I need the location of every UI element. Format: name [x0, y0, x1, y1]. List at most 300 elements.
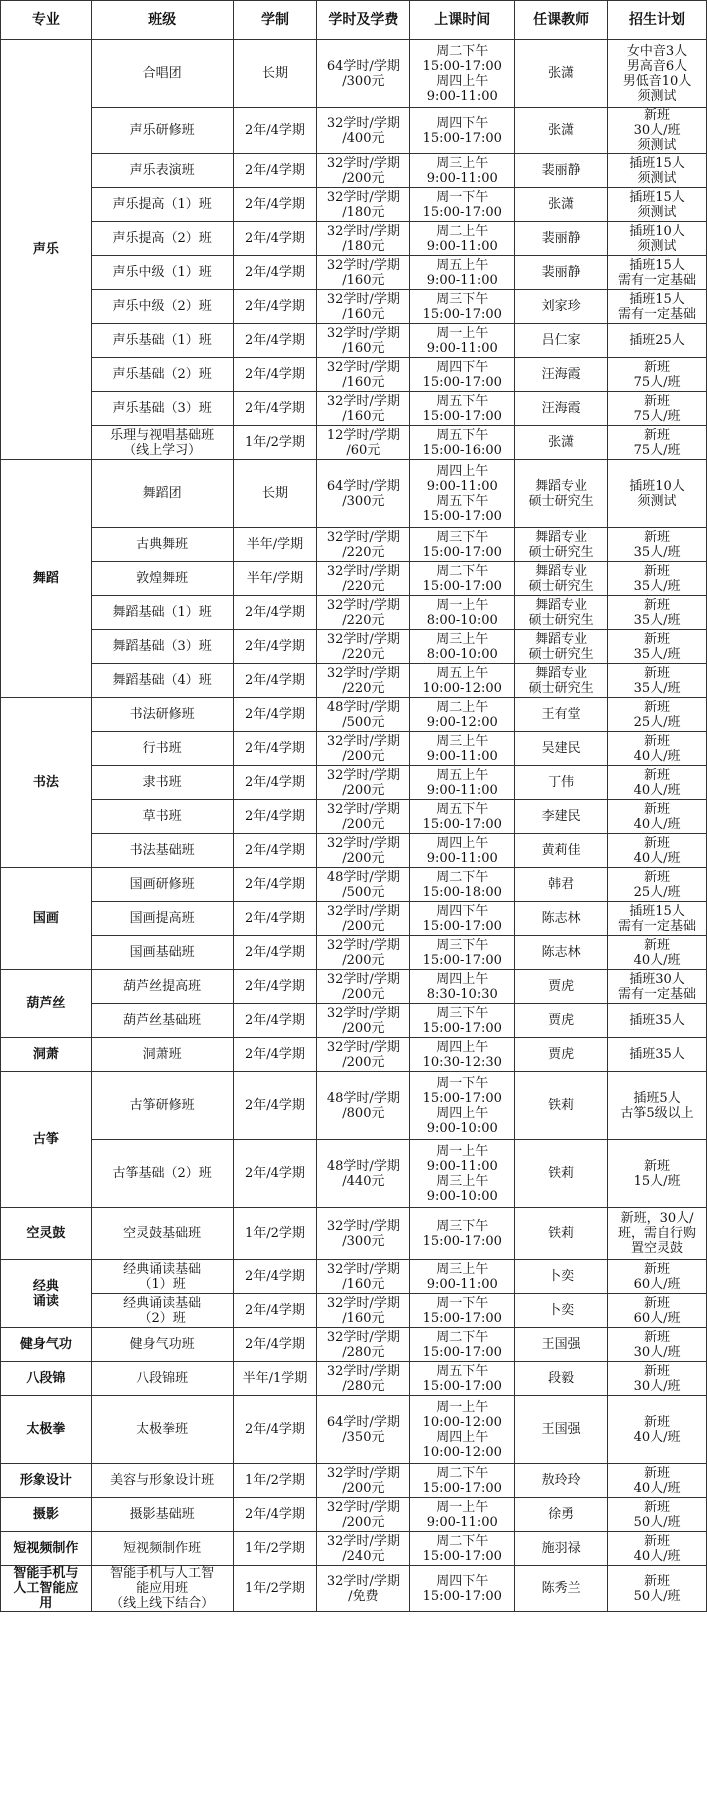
teacher-cell: 刘家珍 [515, 290, 608, 324]
fee-cell: 48学时/学期 /440元 [317, 1140, 410, 1208]
fee-cell: 32学时/学期 /200元 [317, 970, 410, 1004]
fee-cell: 32学时/学期 /200元 [317, 732, 410, 766]
class-cell: 葫芦丝提高班 [91, 970, 233, 1004]
teacher-cell: 舞蹈专业 硕士研究生 [515, 562, 608, 596]
plan-cell: 新班 35人/班 [608, 528, 707, 562]
header-teacher: 任课教师 [515, 1, 608, 40]
class-cell: 舞蹈基础（4）班 [91, 664, 233, 698]
teacher-cell: 舞蹈专业 硕士研究生 [515, 630, 608, 664]
table-row [1, 1004, 707, 1038]
table-row [1, 834, 707, 868]
fee-cell: 32学时/学期 /160元 [317, 1294, 410, 1328]
time-cell: 周一下午 15:00-17:00 [410, 188, 515, 222]
table-row [1, 1532, 707, 1566]
time-cell: 周四上午 9:00-11:00 周五下午 15:00-17:00 [410, 460, 515, 528]
class-cell: 声乐提高（2）班 [91, 222, 233, 256]
duration-cell: 半年/学期 [233, 528, 317, 562]
header-major: 专业 [1, 1, 92, 40]
duration-cell: 2年/4学期 [233, 1072, 317, 1140]
header-class-time: 上课时间 [410, 1, 515, 40]
header-class: 班级 [91, 1, 233, 40]
duration-cell: 2年/4学期 [233, 154, 317, 188]
plan-cell: 新班 15人/班 [608, 1140, 707, 1208]
duration-cell: 1年/2学期 [233, 426, 317, 460]
time-cell: 周三下午 15:00-17:00 [410, 1208, 515, 1260]
table-row [1, 108, 707, 154]
major-cell: 摄影 [1, 1498, 92, 1532]
teacher-cell: 陈秀兰 [515, 1566, 608, 1612]
class-cell: 草书班 [91, 800, 233, 834]
table-row [1, 154, 707, 188]
table-row [1, 1260, 707, 1294]
time-cell: 周三上午 9:00-11:00 [410, 154, 515, 188]
teacher-cell: 铁莉 [515, 1140, 608, 1208]
fee-cell: 32学时/学期 /200元 [317, 902, 410, 936]
teacher-cell: 吕仁家 [515, 324, 608, 358]
table-row [1, 902, 707, 936]
duration-cell: 2年/4学期 [233, 732, 317, 766]
time-cell: 周四下午 15:00-17:00 [410, 358, 515, 392]
fee-cell: 32学时/学期 /200元 [317, 1004, 410, 1038]
class-cell: 古典舞班 [91, 528, 233, 562]
duration-cell: 2年/4学期 [233, 970, 317, 1004]
plan-cell: 新班 25人/班 [608, 698, 707, 732]
plan-cell: 新班 40人/班 [608, 936, 707, 970]
fee-cell: 32学时/学期 /200元 [317, 1498, 410, 1532]
time-cell: 周四上午 8:30-10:30 [410, 970, 515, 1004]
table-row [1, 222, 707, 256]
teacher-cell: 裴丽静 [515, 154, 608, 188]
plan-cell: 新班，30人/ 班，需自行购 置空灵鼓 [608, 1208, 707, 1260]
duration-cell: 2年/4学期 [233, 664, 317, 698]
class-cell: 美容与形象设计班 [91, 1464, 233, 1498]
teacher-cell: 张潇 [515, 426, 608, 460]
teacher-cell: 丁伟 [515, 766, 608, 800]
teacher-cell: 张潇 [515, 108, 608, 154]
table-row [1, 460, 707, 528]
table-row [1, 426, 707, 460]
plan-cell: 插班15人 须测试 [608, 154, 707, 188]
teacher-cell: 卜奕 [515, 1260, 608, 1294]
time-cell: 周三下午 15:00-17:00 [410, 936, 515, 970]
duration-cell: 2年/4学期 [233, 630, 317, 664]
table-row [1, 1208, 707, 1260]
class-cell: 经典诵读基础 （2）班 [91, 1294, 233, 1328]
duration-cell: 2年/4学期 [233, 596, 317, 630]
plan-cell: 新班 50人/班 [608, 1566, 707, 1612]
teacher-cell: 卜奕 [515, 1294, 608, 1328]
class-cell: 国画基础班 [91, 936, 233, 970]
time-cell: 周三下午 15:00-17:00 [410, 528, 515, 562]
table-row [1, 766, 707, 800]
teacher-cell: 徐勇 [515, 1498, 608, 1532]
table-row [1, 1294, 707, 1328]
fee-cell: 64学时/学期 /300元 [317, 40, 410, 108]
major-cell: 经典 诵读 [1, 1260, 92, 1328]
class-cell: 经典诵读基础 （1）班 [91, 1260, 233, 1294]
table-row [1, 290, 707, 324]
table-row [1, 1038, 707, 1072]
header-enrollment-plan: 招生计划 [608, 1, 707, 40]
time-cell: 周三下午 15:00-17:00 [410, 290, 515, 324]
class-cell: 国画研修班 [91, 868, 233, 902]
fee-cell: 32学时/学期 /300元 [317, 1208, 410, 1260]
time-cell: 周五上午 9:00-11:00 [410, 766, 515, 800]
plan-cell: 插班5人 古筝5级以上 [608, 1072, 707, 1140]
class-cell: 合唱团 [91, 40, 233, 108]
teacher-cell: 贾虎 [515, 1038, 608, 1072]
class-cell: 行书班 [91, 732, 233, 766]
time-cell: 周一下午 15:00-17:00 周四上午 9:00-10:00 [410, 1072, 515, 1140]
teacher-cell: 贾虎 [515, 970, 608, 1004]
time-cell: 周四上午 9:00-11:00 [410, 834, 515, 868]
duration-cell: 2年/4学期 [233, 256, 317, 290]
teacher-cell: 裴丽静 [515, 256, 608, 290]
table-row [1, 664, 707, 698]
fee-cell: 32学时/学期 /220元 [317, 528, 410, 562]
plan-cell: 插班35人 [608, 1004, 707, 1038]
duration-cell: 2年/4学期 [233, 1004, 317, 1038]
header-hours-fee: 学时及学费 [317, 1, 410, 40]
table-row [1, 358, 707, 392]
fee-cell: 32学时/学期 /200元 [317, 936, 410, 970]
time-cell: 周一上午 9:00-11:00 [410, 1498, 515, 1532]
class-cell: 八段锦班 [91, 1362, 233, 1396]
major-cell: 健身气功 [1, 1328, 92, 1362]
plan-cell: 新班 40人/班 [608, 766, 707, 800]
duration-cell: 2年/4学期 [233, 1328, 317, 1362]
fee-cell: 32学时/学期 /180元 [317, 222, 410, 256]
time-cell: 周四上午 10:30-12:30 [410, 1038, 515, 1072]
duration-cell: 2年/4学期 [233, 766, 317, 800]
class-cell: 古筝基础（2）班 [91, 1140, 233, 1208]
plan-cell: 插班15人 须测试 [608, 188, 707, 222]
class-cell: 隶书班 [91, 766, 233, 800]
class-cell: 乐理与视唱基础班 （线上学习） [91, 426, 233, 460]
plan-cell: 新班 40人/班 [608, 732, 707, 766]
class-cell: 书法基础班 [91, 834, 233, 868]
plan-cell: 新班 40人/班 [608, 1532, 707, 1566]
time-cell: 周五下午 15:00-16:00 [410, 426, 515, 460]
major-cell: 八段锦 [1, 1362, 92, 1396]
class-cell: 国画提高班 [91, 902, 233, 936]
table-row [1, 256, 707, 290]
time-cell: 周二下午 15:00-17:00 [410, 562, 515, 596]
table-row [1, 970, 707, 1004]
duration-cell: 2年/4学期 [233, 868, 317, 902]
class-cell: 古筝研修班 [91, 1072, 233, 1140]
plan-cell: 插班15人 需有一定基础 [608, 256, 707, 290]
duration-cell: 2年/4学期 [233, 834, 317, 868]
table-row [1, 528, 707, 562]
time-cell: 周四下午 15:00-17:00 [410, 108, 515, 154]
duration-cell: 1年/2学期 [233, 1208, 317, 1260]
plan-cell: 新班 40人/班 [608, 834, 707, 868]
duration-cell: 2年/4学期 [233, 108, 317, 154]
major-cell: 舞蹈 [1, 460, 92, 698]
fee-cell: 32学时/学期 /280元 [317, 1362, 410, 1396]
major-cell: 形象设计 [1, 1464, 92, 1498]
table-row [1, 1072, 707, 1140]
table-row [1, 732, 707, 766]
class-cell: 声乐中级（2）班 [91, 290, 233, 324]
time-cell: 周五下午 15:00-17:00 [410, 392, 515, 426]
major-cell: 葫芦丝 [1, 970, 92, 1038]
plan-cell: 新班 35人/班 [608, 562, 707, 596]
table-row [1, 1464, 707, 1498]
teacher-cell: 陈志林 [515, 902, 608, 936]
table-row [1, 1566, 707, 1612]
table-row [1, 630, 707, 664]
class-cell: 空灵鼓基础班 [91, 1208, 233, 1260]
duration-cell: 1年/2学期 [233, 1566, 317, 1612]
class-cell: 健身气功班 [91, 1328, 233, 1362]
duration-cell: 2年/4学期 [233, 392, 317, 426]
time-cell: 周五下午 15:00-17:00 [410, 800, 515, 834]
duration-cell: 2年/4学期 [233, 800, 317, 834]
duration-cell: 2年/4学期 [233, 936, 317, 970]
table-row [1, 800, 707, 834]
major-cell: 声乐 [1, 40, 92, 460]
major-cell: 古筝 [1, 1072, 92, 1208]
duration-cell: 1年/2学期 [233, 1532, 317, 1566]
teacher-cell: 贾虎 [515, 1004, 608, 1038]
plan-cell: 新班 30人/班 须测试 [608, 108, 707, 154]
time-cell: 周一上午 9:00-11:00 周三上午 9:00-10:00 [410, 1140, 515, 1208]
duration-cell: 半年/1学期 [233, 1362, 317, 1396]
duration-cell: 2年/4学期 [233, 324, 317, 358]
major-cell: 国画 [1, 868, 92, 970]
time-cell: 周三上午 8:00-10:00 [410, 630, 515, 664]
major-cell: 书法 [1, 698, 92, 868]
fee-cell: 32学时/学期 /200元 [317, 154, 410, 188]
plan-cell: 插班15人 需有一定基础 [608, 902, 707, 936]
fee-cell: 32学时/学期 /220元 [317, 562, 410, 596]
time-cell: 周三上午 9:00-11:00 [410, 732, 515, 766]
class-cell: 声乐基础（3）班 [91, 392, 233, 426]
teacher-cell: 裴丽静 [515, 222, 608, 256]
time-cell: 周五下午 15:00-17:00 [410, 1362, 515, 1396]
teacher-cell: 李建民 [515, 800, 608, 834]
table-row [1, 1328, 707, 1362]
duration-cell: 2年/4学期 [233, 358, 317, 392]
plan-cell: 新班 30人/班 [608, 1328, 707, 1362]
class-cell: 舞蹈基础（3）班 [91, 630, 233, 664]
time-cell: 周二下午 15:00-17:00 [410, 1328, 515, 1362]
teacher-cell: 张潇 [515, 40, 608, 108]
teacher-cell: 施羽禄 [515, 1532, 608, 1566]
table-row [1, 868, 707, 902]
plan-cell: 新班 40人/班 [608, 1396, 707, 1464]
plan-cell: 插班10人 须测试 [608, 460, 707, 528]
fee-cell: 32学时/学期 /220元 [317, 664, 410, 698]
teacher-cell: 铁莉 [515, 1072, 608, 1140]
time-cell: 周四下午 15:00-17:00 [410, 1566, 515, 1612]
header-row [1, 1, 707, 40]
teacher-cell: 舞蹈专业 硕士研究生 [515, 460, 608, 528]
plan-cell: 插班25人 [608, 324, 707, 358]
teacher-cell: 韩君 [515, 868, 608, 902]
class-cell: 葫芦丝基础班 [91, 1004, 233, 1038]
teacher-cell: 王有堂 [515, 698, 608, 732]
fee-cell: 32学时/学期 /160元 [317, 358, 410, 392]
header-duration: 学制 [233, 1, 317, 40]
teacher-cell: 张潇 [515, 188, 608, 222]
table-row [1, 188, 707, 222]
plan-cell: 新班 50人/班 [608, 1498, 707, 1532]
teacher-cell: 陈志林 [515, 936, 608, 970]
time-cell: 周一上午 8:00-10:00 [410, 596, 515, 630]
duration-cell: 2年/4学期 [233, 902, 317, 936]
major-cell: 短视频制作 [1, 1532, 92, 1566]
table-row [1, 324, 707, 358]
table-row [1, 1362, 707, 1396]
duration-cell: 2年/4学期 [233, 1294, 317, 1328]
fee-cell: 32学时/学期 /240元 [317, 1532, 410, 1566]
class-cell: 声乐研修班 [91, 108, 233, 154]
table-row [1, 392, 707, 426]
fee-cell: 32学时/学期 /180元 [317, 188, 410, 222]
class-cell: 摄影基础班 [91, 1498, 233, 1532]
time-cell: 周三上午 9:00-11:00 [410, 1260, 515, 1294]
plan-cell: 插班30人 需有一定基础 [608, 970, 707, 1004]
fee-cell: 32学时/学期 /220元 [317, 596, 410, 630]
teacher-cell: 段毅 [515, 1362, 608, 1396]
fee-cell: 32学时/学期 /160元 [317, 1260, 410, 1294]
time-cell: 周一上午 10:00-12:00 周四上午 10:00-12:00 [410, 1396, 515, 1464]
teacher-cell: 王国强 [515, 1328, 608, 1362]
fee-cell: 32学时/学期 /160元 [317, 290, 410, 324]
fee-cell: 64学时/学期 /350元 [317, 1396, 410, 1464]
teacher-cell: 吴建民 [515, 732, 608, 766]
time-cell: 周四下午 15:00-17:00 [410, 902, 515, 936]
teacher-cell: 舞蹈专业 硕士研究生 [515, 664, 608, 698]
table-row [1, 1140, 707, 1208]
time-cell: 周五上午 9:00-11:00 [410, 256, 515, 290]
fee-cell: 32学时/学期 /220元 [317, 630, 410, 664]
class-cell: 声乐表演班 [91, 154, 233, 188]
duration-cell: 1年/2学期 [233, 1464, 317, 1498]
time-cell: 周二下午 15:00-18:00 [410, 868, 515, 902]
plan-cell: 新班 25人/班 [608, 868, 707, 902]
plan-cell: 新班 75人/班 [608, 358, 707, 392]
major-cell: 太极拳 [1, 1396, 92, 1464]
plan-cell: 新班 75人/班 [608, 426, 707, 460]
plan-cell: 新班 60人/班 [608, 1260, 707, 1294]
table-row [1, 596, 707, 630]
teacher-cell: 舞蹈专业 硕士研究生 [515, 596, 608, 630]
class-cell: 舞蹈基础（1）班 [91, 596, 233, 630]
fee-cell: 32学时/学期 /免费 [317, 1566, 410, 1612]
teacher-cell: 王国强 [515, 1396, 608, 1464]
major-cell: 洞萧 [1, 1038, 92, 1072]
fee-cell: 32学时/学期 /200元 [317, 1464, 410, 1498]
teacher-cell: 敖玲玲 [515, 1464, 608, 1498]
fee-cell: 32学时/学期 /200元 [317, 1038, 410, 1072]
time-cell: 周二下午 15:00-17:00 周四上午 9:00-11:00 [410, 40, 515, 108]
duration-cell: 2年/4学期 [233, 188, 317, 222]
time-cell: 周一上午 9:00-11:00 [410, 324, 515, 358]
duration-cell: 2年/4学期 [233, 222, 317, 256]
plan-cell: 新班 35人/班 [608, 596, 707, 630]
duration-cell: 2年/4学期 [233, 1498, 317, 1532]
time-cell: 周二上午 9:00-11:00 [410, 222, 515, 256]
class-cell: 敦煌舞班 [91, 562, 233, 596]
class-cell: 声乐中级（1）班 [91, 256, 233, 290]
class-cell: 声乐基础（2）班 [91, 358, 233, 392]
teacher-cell: 铁莉 [515, 1208, 608, 1260]
teacher-cell: 汪海霞 [515, 392, 608, 426]
fee-cell: 32学时/学期 /160元 [317, 256, 410, 290]
time-cell: 周五上午 10:00-12:00 [410, 664, 515, 698]
table-row [1, 40, 707, 108]
plan-cell: 新班 40人/班 [608, 800, 707, 834]
duration-cell: 长期 [233, 40, 317, 108]
plan-cell: 插班15人 需有一定基础 [608, 290, 707, 324]
plan-cell: 新班 75人/班 [608, 392, 707, 426]
plan-cell: 女中音3人 男高音6人 男低音10人 须测试 [608, 40, 707, 108]
plan-cell: 新班 40人/班 [608, 1464, 707, 1498]
class-cell: 太极拳班 [91, 1396, 233, 1464]
duration-cell: 2年/4学期 [233, 1260, 317, 1294]
table-row [1, 936, 707, 970]
fee-cell: 32学时/学期 /400元 [317, 108, 410, 154]
class-cell: 洞萧班 [91, 1038, 233, 1072]
fee-cell: 32学时/学期 /200元 [317, 800, 410, 834]
plan-cell: 插班10人 须测试 [608, 222, 707, 256]
fee-cell: 12学时/学期 /60元 [317, 426, 410, 460]
time-cell: 周一下午 15:00-17:00 [410, 1294, 515, 1328]
class-cell: 短视频制作班 [91, 1532, 233, 1566]
fee-cell: 32学时/学期 /200元 [317, 834, 410, 868]
plan-cell: 新班 30人/班 [608, 1362, 707, 1396]
table-row [1, 698, 707, 732]
teacher-cell: 舞蹈专业 硕士研究生 [515, 528, 608, 562]
duration-cell: 半年/学期 [233, 562, 317, 596]
fee-cell: 64学时/学期 /300元 [317, 460, 410, 528]
fee-cell: 32学时/学期 /160元 [317, 324, 410, 358]
plan-cell: 新班 35人/班 [608, 664, 707, 698]
time-cell: 周二上午 9:00-12:00 [410, 698, 515, 732]
teacher-cell: 汪海霞 [515, 358, 608, 392]
fee-cell: 32学时/学期 /200元 [317, 766, 410, 800]
duration-cell: 2年/4学期 [233, 1396, 317, 1464]
plan-cell: 新班 35人/班 [608, 630, 707, 664]
table-row [1, 1498, 707, 1532]
table-row [1, 1396, 707, 1464]
time-cell: 周二下午 15:00-17:00 [410, 1532, 515, 1566]
table-row [1, 562, 707, 596]
duration-cell: 2年/4学期 [233, 698, 317, 732]
teacher-cell: 黄莉佳 [515, 834, 608, 868]
fee-cell: 48学时/学期 /800元 [317, 1072, 410, 1140]
major-cell: 智能手机与 人工智能应 用 [1, 1566, 92, 1612]
class-cell: 智能手机与人工智 能应用班 （线上线下结合） [91, 1566, 233, 1612]
fee-cell: 32学时/学期 /160元 [317, 392, 410, 426]
class-cell: 书法研修班 [91, 698, 233, 732]
duration-cell: 2年/4学期 [233, 1038, 317, 1072]
major-cell: 空灵鼓 [1, 1208, 92, 1260]
plan-cell: 插班35人 [608, 1038, 707, 1072]
class-cell: 声乐基础（1）班 [91, 324, 233, 358]
class-cell: 舞蹈团 [91, 460, 233, 528]
class-cell: 声乐提高（1）班 [91, 188, 233, 222]
time-cell: 周二下午 15:00-17:00 [410, 1464, 515, 1498]
table-body [1, 40, 707, 1612]
fee-cell: 48学时/学期 /500元 [317, 868, 410, 902]
plan-cell: 新班 60人/班 [608, 1294, 707, 1328]
duration-cell: 2年/4学期 [233, 290, 317, 324]
